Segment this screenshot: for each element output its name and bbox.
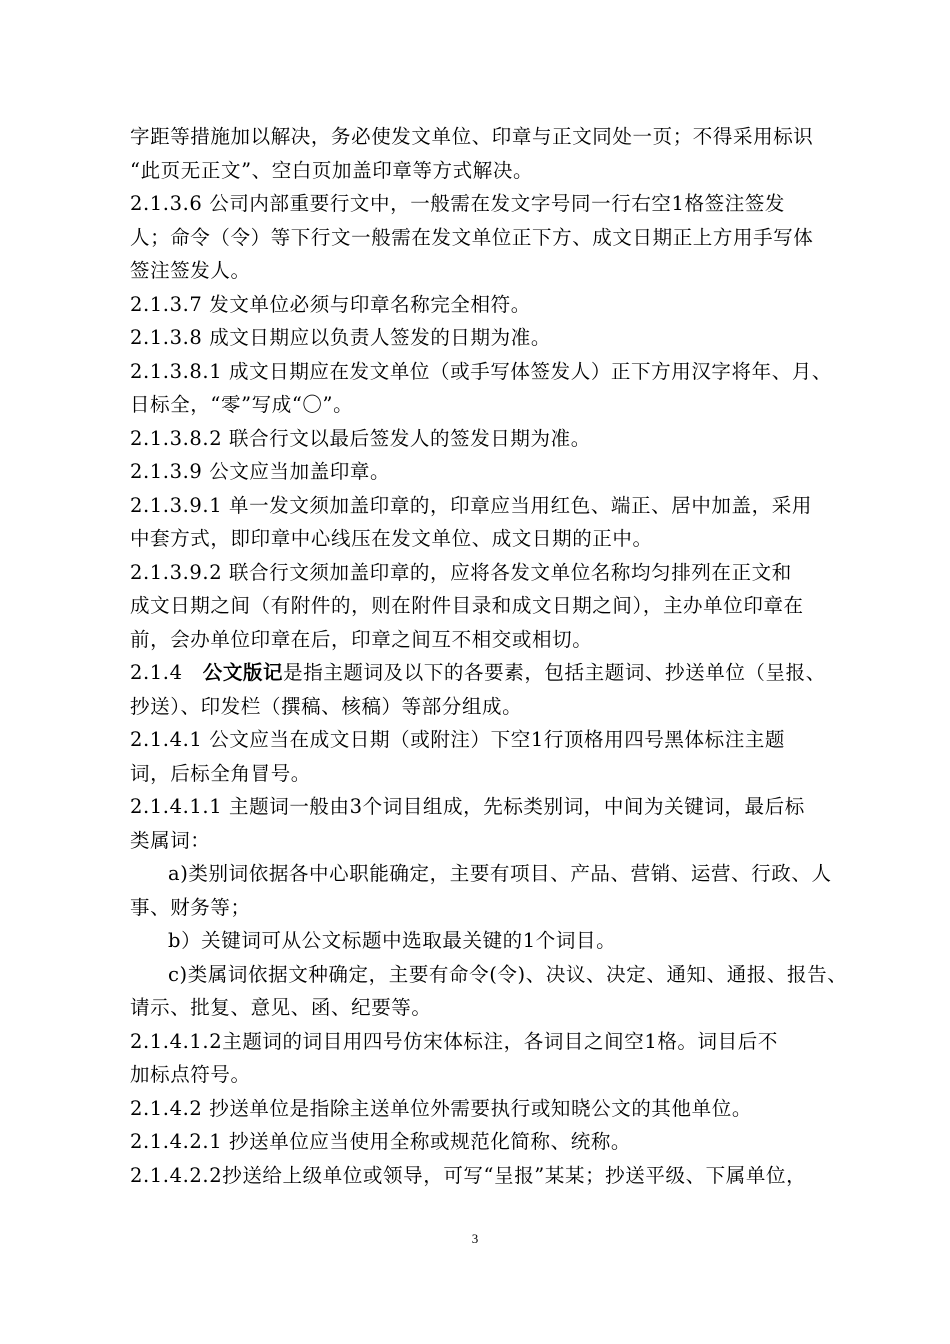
section-number: 2.1.4 <box>130 661 203 684</box>
text-line: 2.1.3.8.1 成文日期应在发文单位（或手写体签发人）正下方用汉字将年、月、 <box>130 359 833 383</box>
text-line: 抄送）、印发栏（撰稿、核稿）等部分组成。 <box>130 694 523 718</box>
text-line: 字距等措施加以解决，务必使发文单位、印章与正文同处一页；不得采用标识 <box>130 125 814 148</box>
bold-term: 公文版记 <box>202 661 284 684</box>
text-line <box>130 656 860 690</box>
line-rest: 是指主题词及以下的各要素，包括主题词、抄送单位（呈报、 <box>283 661 826 684</box>
text-line: 前，会办单位印章在后，印章之间互不相交或相切。 <box>130 627 593 651</box>
list-item-c: c)类属词依据文种确定，主要有命令(令)、决议、决定、通知、通报、报告、 <box>168 962 848 986</box>
list-item-b: b）关键词可从公文标题中选取最关键的1个词目。 <box>168 929 617 952</box>
text-line: 2.1.3.8 成文日期应以负责人签发的日期为准。 <box>130 326 551 349</box>
text-line: 2.1.3.6 公司内部重要行文中，一般需在发文字号同一行右空1格签注签发 <box>130 192 786 215</box>
text-line: 成文日期之间（有附件的，则在附件目录和成文日期之间），主办单位印章在 <box>130 594 804 617</box>
text-line: 签注签发人。 <box>130 259 251 282</box>
text-line: 2.1.3.7 发文单位必须与印章名称完全相符。 <box>130 292 531 316</box>
text-line: 2.1.4.1.2主题词的词目用四号仿宋体标注，各词目之间空1格。词目后不 <box>130 1029 778 1053</box>
text-line: 中套方式，即印章中心线压在发文单位、成文日期的正中。 <box>130 527 653 550</box>
text-line: “此页无正文”、空白页加盖印章等方式解决。 <box>130 158 534 182</box>
text-line: 2.1.4.2 抄送单位是指除主送单位外需要执行或知晓公文的其他单位。 <box>130 1096 752 1120</box>
text-line: 人；命令（令）等下行文一般需在发文单位正下方、成文日期正上方用手写体 <box>130 225 814 249</box>
text-line: 请示、批复、意见、函、纪要等。 <box>130 996 432 1019</box>
text-line: 2.1.4.1 公文应当在成文日期（或附注）下空1行顶格用四号黑体标注主题 <box>130 728 786 751</box>
text-line: 词，后标全角冒号。 <box>130 761 311 785</box>
text-line: 类属词： <box>130 828 211 852</box>
text-line: 2.1.3.9 公文应当加盖印章。 <box>130 460 391 483</box>
page-number: 3 <box>471 1231 479 1246</box>
list-item-a: a)类别词依据各中心职能确定，主要有项目、产品、营销、运营、行政、人 <box>168 862 832 885</box>
document-body <box>130 120 860 1192</box>
text-line: 2.1.4.2.2抄送给上级单位或领导，可写“呈报”某某；抄送平级、下属单位， <box>130 1163 807 1187</box>
text-line: 2.1.3.8.2 联合行文以最后签发人的签发日期为准。 <box>130 426 591 450</box>
text-line: 日标全，“零”写成“〇”。 <box>130 393 354 416</box>
text-line: 加标点符号。 <box>130 1063 251 1086</box>
text-line: 2.1.3.9.2 联合行文须加盖印章的，应将各发文单位名称均匀排列在正文和 <box>130 560 792 584</box>
text-line: 2.1.3.9.1 单一发文须加盖印章的，印章应当用红色、端正、居中加盖，采用 <box>130 493 812 517</box>
text-line: 2.1.4.1.1 主题词一般由3个词目组成，先标类别词，中间为关键词，最后标 <box>130 795 805 818</box>
text-line: 2.1.4.2.1 抄送单位应当使用全称或规范化简称、统称。 <box>130 1130 632 1153</box>
text-line: 事、财务等； <box>130 895 251 919</box>
